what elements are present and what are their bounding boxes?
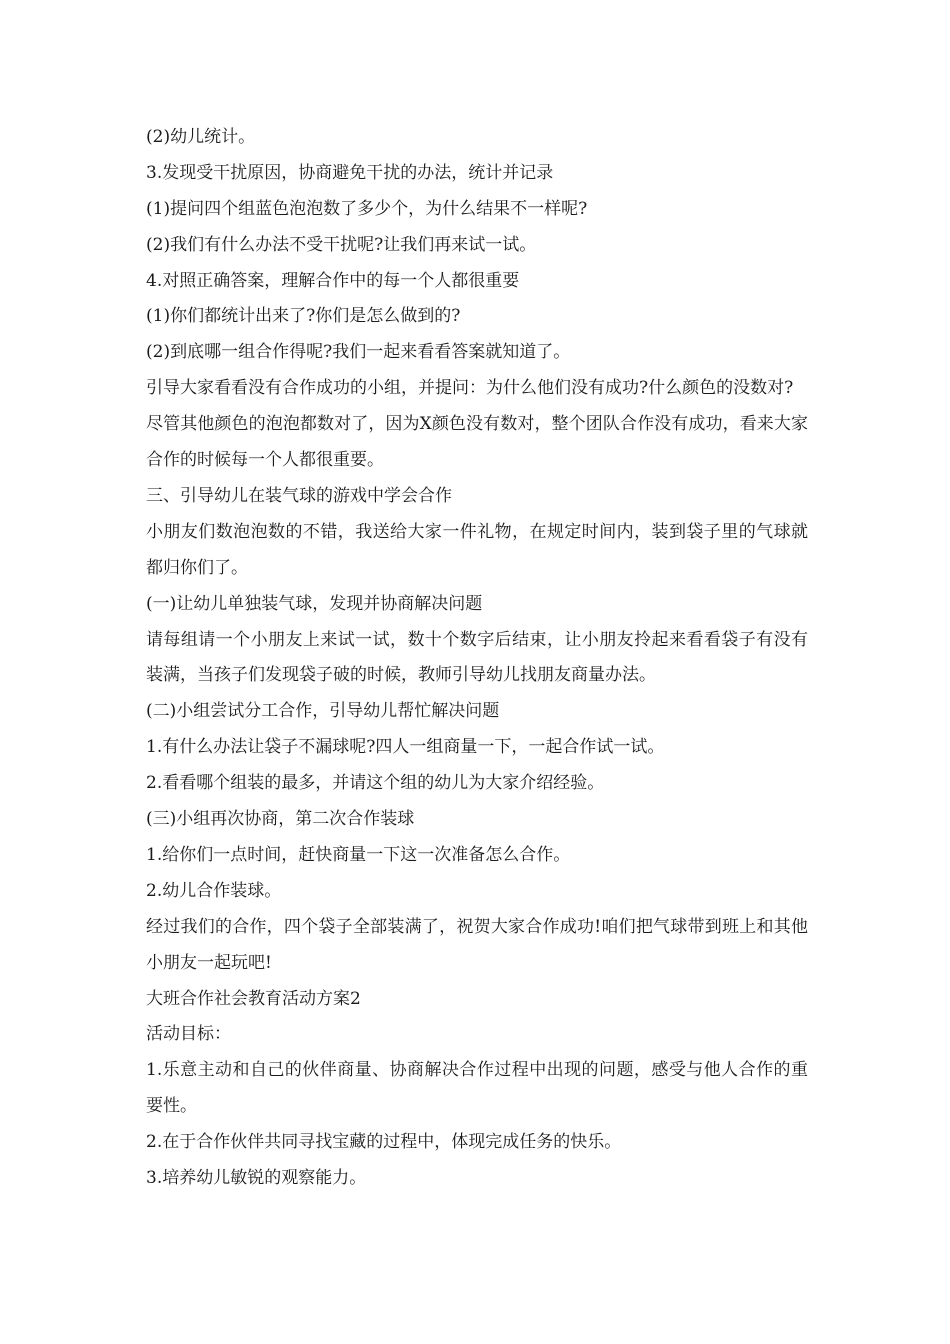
paragraph-16: 2.看看哪个组装的最多，并请这个组的幼儿为大家介绍经验。 <box>146 773 605 794</box>
objective-2: 2.在于合作伙伴共同寻找宝藏的过程中，体现完成任务的快乐。 <box>146 1132 622 1153</box>
subsection-heading-1: (一)让幼儿单独装气球，发现并协商解决问题 <box>146 593 483 614</box>
paragraph-3: (1)提问四个组蓝色泡泡数了多少个，为什么结果不一样呢? <box>146 198 588 219</box>
paragraph-9: 尽管其他颜色的泡泡都数对了，因为X颜色没有数对，整个团队合作没有成功，看来大家合作的时候每一个人都很重要。 <box>146 414 808 471</box>
paragraph-1: (2)幼儿统计。 <box>146 127 256 147</box>
paragraph-13: 请每组请一个小朋友上来试一试，数十个数字后结束，让小朋友拎起来看看袋子有没有装满，当孩子们发现袋子破的时候，教师引导幼儿找朋友商量办法。 <box>146 629 808 686</box>
paragraph-5: 4.对照正确答案，理解合作中的每一个人都很重要 <box>146 270 520 291</box>
subsection-heading-2: (二)小组尝试分工合作，引导幼儿帮忙解决问题 <box>146 701 500 722</box>
paragraph-15: 1.有什么办法让袋子不漏球呢?四人一组商量一下，一起合作试一试。 <box>146 737 665 758</box>
paragraph-18: 1.给你们一点时间，赶快商量一下这一次准备怎么合作。 <box>146 844 571 865</box>
document-body <box>146 120 808 1197</box>
paragraph-7: (2)到底哪一组合作得呢?我们一起来看看答案就知道了。 <box>146 342 571 363</box>
paragraph-2: 3.发现受干扰原因，协商避免干扰的办法，统计并记录 <box>146 162 554 183</box>
objective-3: 3.培养幼儿敏锐的观察能力。 <box>146 1168 367 1188</box>
paragraph-11: 小朋友们数泡泡数的不错，我送给大家一件礼物，在规定时间内，装到袋子里的气球就都归你们了。 <box>146 521 808 578</box>
paragraph-4: (2)我们有什么办法不受干扰呢?让我们再来试一试。 <box>146 234 537 255</box>
plan-title-2: 大班合作社会教育活动方案2 <box>146 988 361 1009</box>
objective-1: 1.乐意主动和自己的伙伴商量、协商解决合作过程中出现的问题，感受与他人合作的重要性。 <box>146 1060 808 1117</box>
paragraph-19: 2.幼儿合作装球。 <box>146 880 282 901</box>
section-heading-3: 三、引导幼儿在装气球的游戏中学会合作 <box>146 485 452 506</box>
objectives-heading: 活动目标： <box>146 1024 231 1045</box>
subsection-heading-3: (三)小组再次协商，第二次合作装球 <box>146 809 415 830</box>
paragraph-6: (1)你们都统计出来了?你们是怎么做到的? <box>146 306 461 327</box>
paragraph-8: 引导大家看看没有合作成功的小组，并提问：为什么他们没有成功?什么颜色的没数对? <box>146 378 794 399</box>
paragraph-20: 经过我们的合作，四个袋子全部装满了，祝贺大家合作成功!咱们把气球带到班上和其他小朋友一起玩吧! <box>146 916 808 973</box>
